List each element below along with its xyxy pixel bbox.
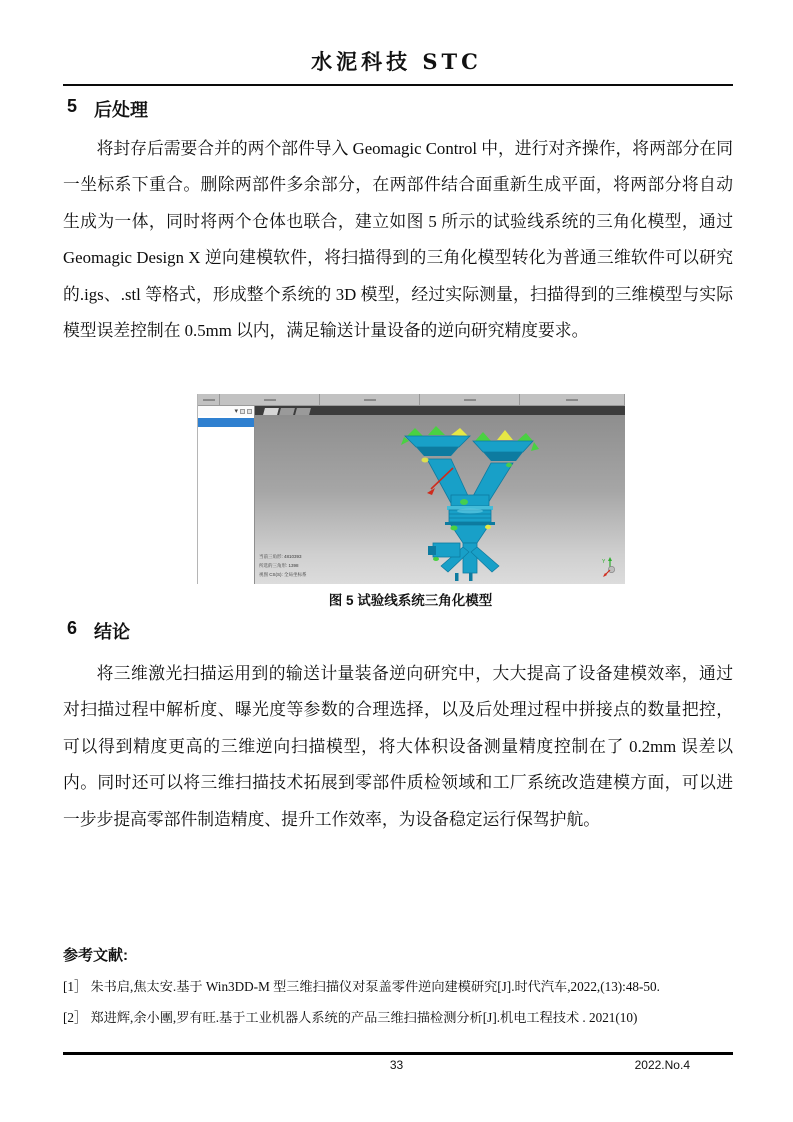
figure-5-screenshot [197, 394, 624, 584]
svg-text:Y: Y [602, 559, 606, 565]
section-5-heading [67, 96, 148, 122]
toolbar-segment [420, 394, 520, 405]
viewer-tab [295, 408, 311, 415]
stat-selected-triangles: 所选的三角形: 1398 [259, 563, 299, 568]
toolbar-segment [520, 394, 625, 405]
section-6-paragraph: 将三维激光扫描运用到的输送计量装备逆向研究中，大大提高了设备建模效率，通过对扫描过程中解析度、曝光度等参数的合理选择，以及后处理过程中拼接点的数量把控，可以得到精度更高的三维逆向扫描模型，将大体积设备测量精度控制在了 0.2mm 误差以内。同时还可以将三维扫描技术拓展到零部件质检领域和工厂系统改造建模方面，可以进一步步提高零部件制造精度、提升工作效率，为设备稳定运行保驾护航。 [63, 664, 733, 829]
pin-icon [240, 409, 245, 414]
section-6-heading [67, 618, 130, 644]
reference-item: [1］ 朱书启,焦太安.基于 Win3DD-M 型三维扫描仪对泵盖零件逆向建模研究[J].时代汽车,2022,(13):48-50. [63, 979, 660, 994]
viewer-tabstrip [255, 406, 625, 415]
journal-title: 水泥科技 STC [311, 49, 482, 74]
chevron-down-icon: ▾ [234, 407, 238, 415]
viewer-body [198, 406, 625, 584]
section-title: 结论 [94, 622, 131, 642]
close-icon [247, 409, 252, 414]
issue-label: 2022.No.4 [634, 1058, 690, 1072]
stat-triangle-count: 当前三角形: 4810393 [259, 554, 302, 559]
figure-5-caption: 图 5 试验线系统三角化模型 [328, 593, 493, 608]
references-list [63, 972, 735, 1033]
section-number: 6 [67, 618, 78, 638]
references-heading: 参考文献: [63, 947, 128, 964]
axis-triad-icon [600, 556, 620, 578]
page-number: 33 [389, 1058, 404, 1072]
header-divider [63, 84, 733, 86]
panel-toolbar [198, 406, 254, 416]
section-number: 5 [67, 96, 78, 116]
viewer-tab [279, 408, 295, 415]
viewer-viewport [255, 415, 625, 584]
stat-view-coordinate: 视图 CS(S): 全局坐标系 [259, 572, 307, 577]
toolbar-segment [220, 394, 320, 405]
toolbar-segment [198, 394, 220, 405]
reference-item: [2］ 郑进辉,余小團,罗有旺.基于工业机器人系统的产品三维扫描检测分析[J].机电工程技术 . 2021(10) [63, 1009, 638, 1025]
toolbar-segment [320, 394, 420, 405]
viewer-tab [263, 408, 279, 415]
viewer-main [255, 406, 625, 584]
panel-selected-item [198, 418, 254, 427]
footer-divider [63, 1052, 733, 1055]
section-5-paragraph: 将封存后需要合并的两个部件导入 Geomagic Control 中，进行对齐操作，将两部分在同一坐标系下重合。删除两部件多余部分，在两部件结合面重新生成平面，将两部分将自动生成为一体，同时将两个仓体也联合，建立如图 5 所示的试验线系统的三角化模型，通过 Geomagic Design X 逆向建模软件，将扫描得到的三角化模型转化为普通三维软件可以研究的.igs、.stl 等格式，形成整个系统的 3D 模型，经过实际测量，扫描得到的三维模型与实际模型误差控制在 0.5mm 以内，满足输送计量设备的逆向研究精度要求。 [63, 139, 733, 341]
triangulated-model [255, 415, 625, 584]
section-title: 后处理 [94, 100, 149, 120]
viewer-status-readout [259, 552, 307, 579]
viewer-side-panel [198, 406, 255, 584]
viewer-toolbar [198, 394, 625, 406]
